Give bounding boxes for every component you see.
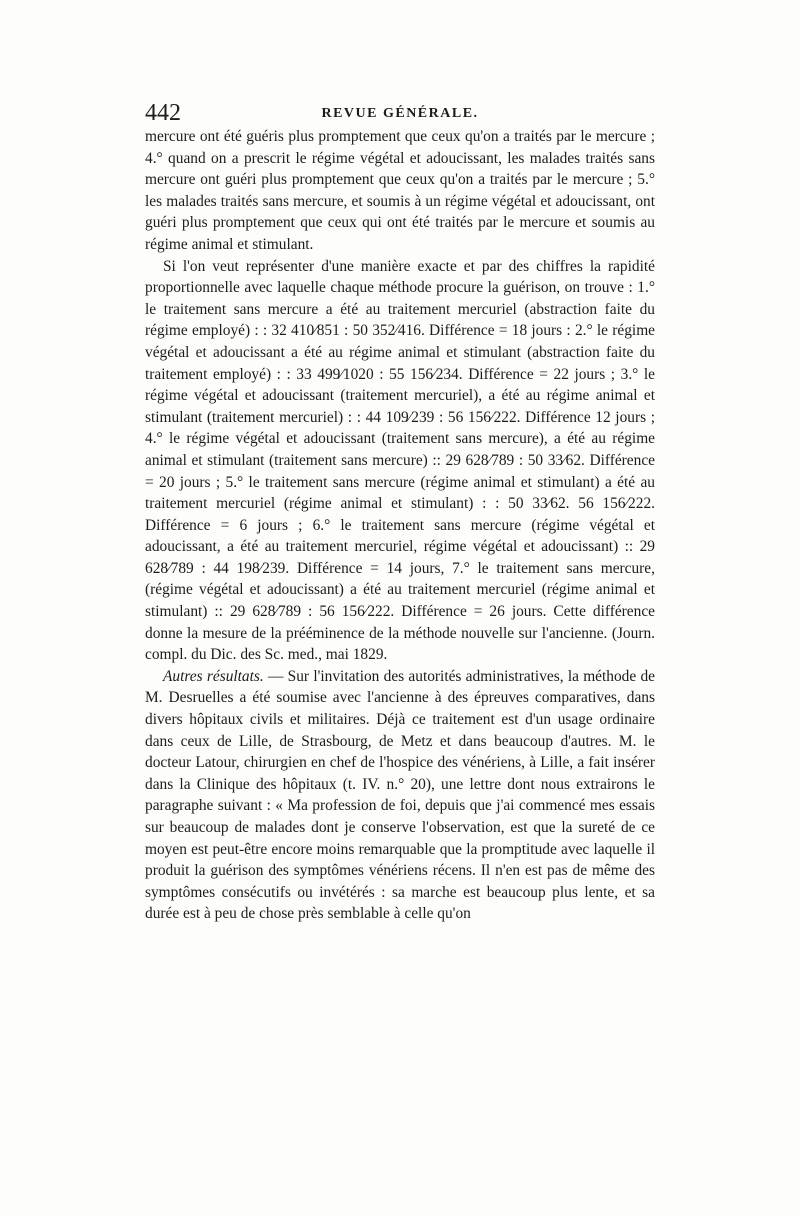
page-number: 442 <box>145 100 181 126</box>
page-body <box>145 126 655 925</box>
paragraph-text: Si l'on veut représenter d'une manière exacte et par des chiffres la rapidité proportionnelle avec laquelle chaque méthode procure la guérison, on trouve : 1.° le traitement sans mercure a été au traitement mercuriel (abstraction faite du régime employé) : : 32 410⁄851 : 50 352⁄416. Différence = 18 jours : 2.° le régime végétal et adoucissant a été au régime animal et stimulant (abstraction faite du traitement employé) : : 33 499⁄1020 : 55 156⁄234. Différence = 22 jours ; 3.° le régime végétal et adoucissant (traitement mercuriel), a été au régime animal et stimulant (traitement mercuriel) : : 44 109⁄239 : 56 156⁄222. Différence 12 jours ; 4.° le régime végétal et adoucissant (traitement sans mercure), a été au régime animal et stimulant (traitement sans mercure) :: 29 628⁄789 : 50 33⁄62. Différence = 20 jours ; 5.° le traitement sans mercure (régime animal et stimulant) a été au traitement mercuriel (régime animal et stimulant) : : 50 33⁄62. 56 156⁄222. Différence = 6 jours ; 6.° le traitement sans mercure (régime végétal et adoucissant, a été au traitement mercuriel, régime végétal et adoucissant) :: 29 628⁄789 : 44 198⁄239. Différence = 14 jours, 7.° le traitement sans mercure, (régime végétal et adoucissant) a été au traitement mercuriel (régime animal et stimulant) :: 29 628⁄789 : 56 156⁄222. Différence = 26 jours. Cette différence donne la mesure de la prééminence de la méthode nouvelle sur l'ancienne. (Journ. compl. du Dic. des Sc. med., mai 1829. <box>145 257 655 664</box>
paragraph-1 <box>145 126 655 256</box>
book-page <box>145 100 655 925</box>
paragraph-2 <box>145 256 655 666</box>
paragraph-text: mercure ont été guéris plus promptement que ceux qu'on a traités par le mercure ; 4.° quand on a prescrit le régime végétal et adoucissant, les malades traités sans mercure ont guéri plus promptement que ceux qu'on a traités par le mercure ; 5.° les malades traités sans mercure, et soumis à un régime végétal et adoucissant, ont guéri plus promptement que ceux qui ont été traités par le mercure et soumis au régime animal et stimulant. <box>145 128 655 253</box>
paragraph-3 <box>145 666 655 925</box>
page-header <box>145 100 655 126</box>
paragraph-text: — Sur l'invitation des autorités administratives, la méthode de M. Desruelles a été soumise avec l'ancienne à des épreuves comparatives, dans divers hôpitaux civils et militaires. Déjà ce traitement est d'un usage ordinaire dans ceux de Lille, de Strasbourg, de Metz et dans beaucoup d'autres. M. le docteur Latour, chirurgien en chef de l'hospice des vénériens, à Lille, a fait insérer dans la Clinique des hôpitaux (t. IV. n.° 20), une lettre dont nous extrairons le paragraphe suivant : « Ma profession de foi, depuis que j'ai commencé mes essais sur beaucoup de malades dont je conserve l'observation, est que la sureté de ce moyen est peut-être encore moins remarquable que la promptitude avec laquelle il produit la guérison des symptômes vénériens récens. Il n'en est pas de même des symptômes consécutifs ou invétérés : sa marche est beaucoup plus lente, et sa durée est à peu de chose près semblable à celle qu'on <box>145 667 655 923</box>
section-runin-heading: Autres résultats. <box>163 667 264 685</box>
running-title: REVUE GÉNÉRALE. <box>321 106 479 121</box>
